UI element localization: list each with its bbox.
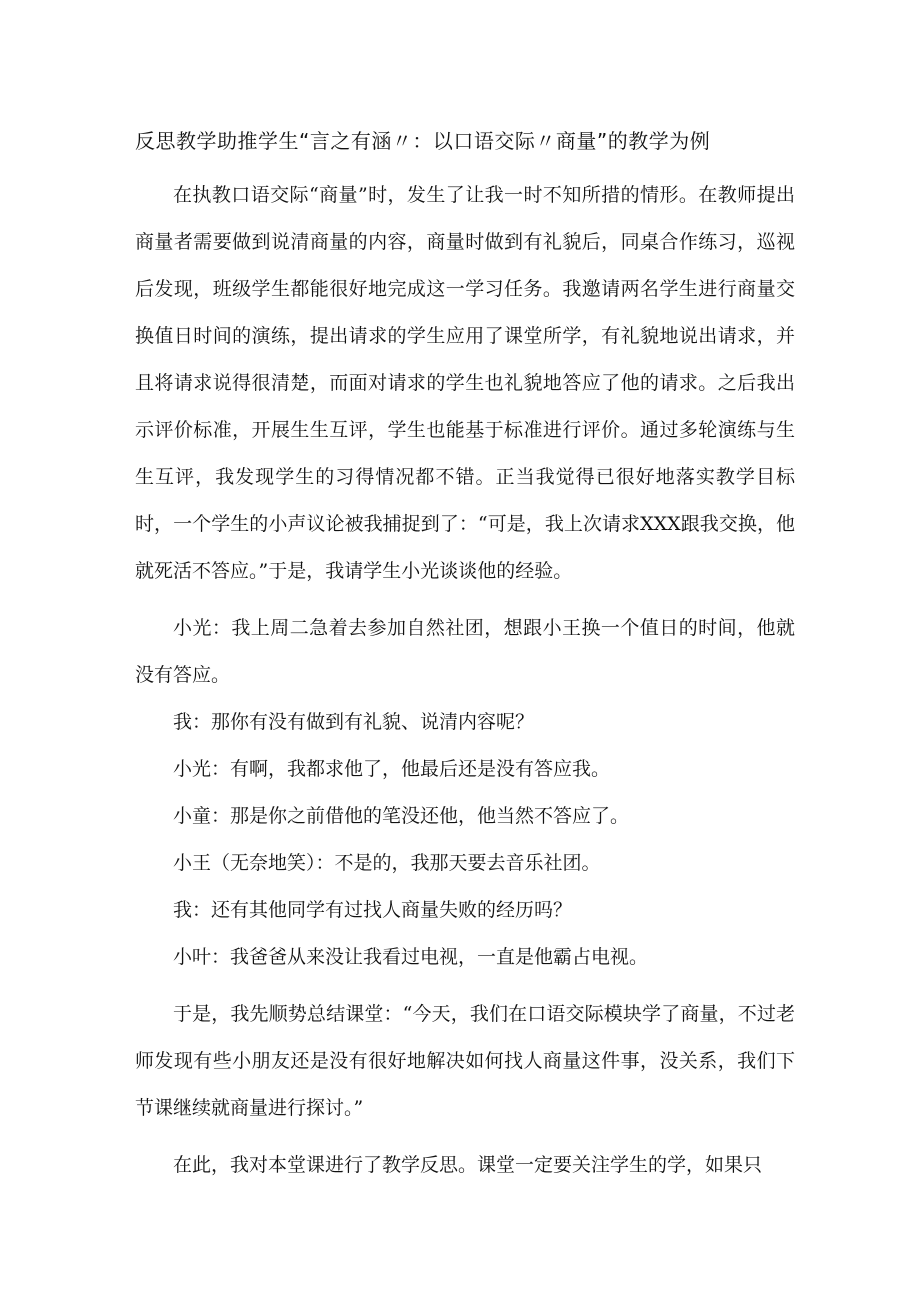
document-body <box>135 172 795 1189</box>
dialogue-line: 我：那你有没有做到有礼貌、说清内容呢？ <box>173 711 535 733</box>
paragraph-intro: 在执教口语交际“商量”时，发生了让我一时不知所措的情形。在教师提出商量者需要做到说清商量的内容，商量时做到有礼貌后，同桌合作练习，巡视后发现，班级学生都能很好地完成这一学习任务。我邀请两名学生进行商量交换值日时间的演练，提出请求的学生应用了课堂所学，有礼貌地说出请求，并且将请求说得很清楚，而面对请求的学生也礼貌地答应了他的请求。之后我出示评价标准，开展生生互评，学生也能基于标准进行评价。通过多轮演练与生生互评，我发现学生的习得情况都不错。正当我觉得已很好地落实教学目标时，一个学生的小声议论被我捕捉到了：“可是，我上次请求XXX跟我交换，他就死活不答应。”于是，我请学生小光谈谈他的经验。 <box>135 184 795 582</box>
dialogue-line: 小叶：我爸爸从来没让我看过电视，一直是他霸占电视。 <box>173 946 649 968</box>
dialogue-line: 小童：那是你之前借他的笔没还他，他当然不答应了。 <box>173 805 630 827</box>
paragraph-xiaoguang: 小光：我上周二急着去参加自然社团，想跟小王换一个值日的时间，他就没有答应。 <box>135 617 795 686</box>
paragraph-summary: 于是，我先顺势总结课堂：“今天，我们在口语交际模块学了商量，不过老师发现有些小朋友还是没有很好地解决如何找人商量这件事，没关系，我们下节课继续就商量进行探讨。” <box>135 1003 795 1119</box>
paragraph-reflection: 在此，我对本堂课进行了教学反思。课堂一定要关注学生的学，如果只 <box>173 1154 763 1176</box>
dialogue-line: 小王（无奈地笑）：不是的，我那天要去音乐社团。 <box>173 852 601 874</box>
dialogue-line: 小光：有啊，我都求他了，他最后还是没有答应我。 <box>173 758 611 780</box>
dialogue-line: 我：还有其他同学有过找人商量失败的经历吗？ <box>173 899 573 921</box>
document-title: 反思教学助推学生“言之有涵〃：以口语交际〃商量”的教学为例 <box>135 129 711 153</box>
